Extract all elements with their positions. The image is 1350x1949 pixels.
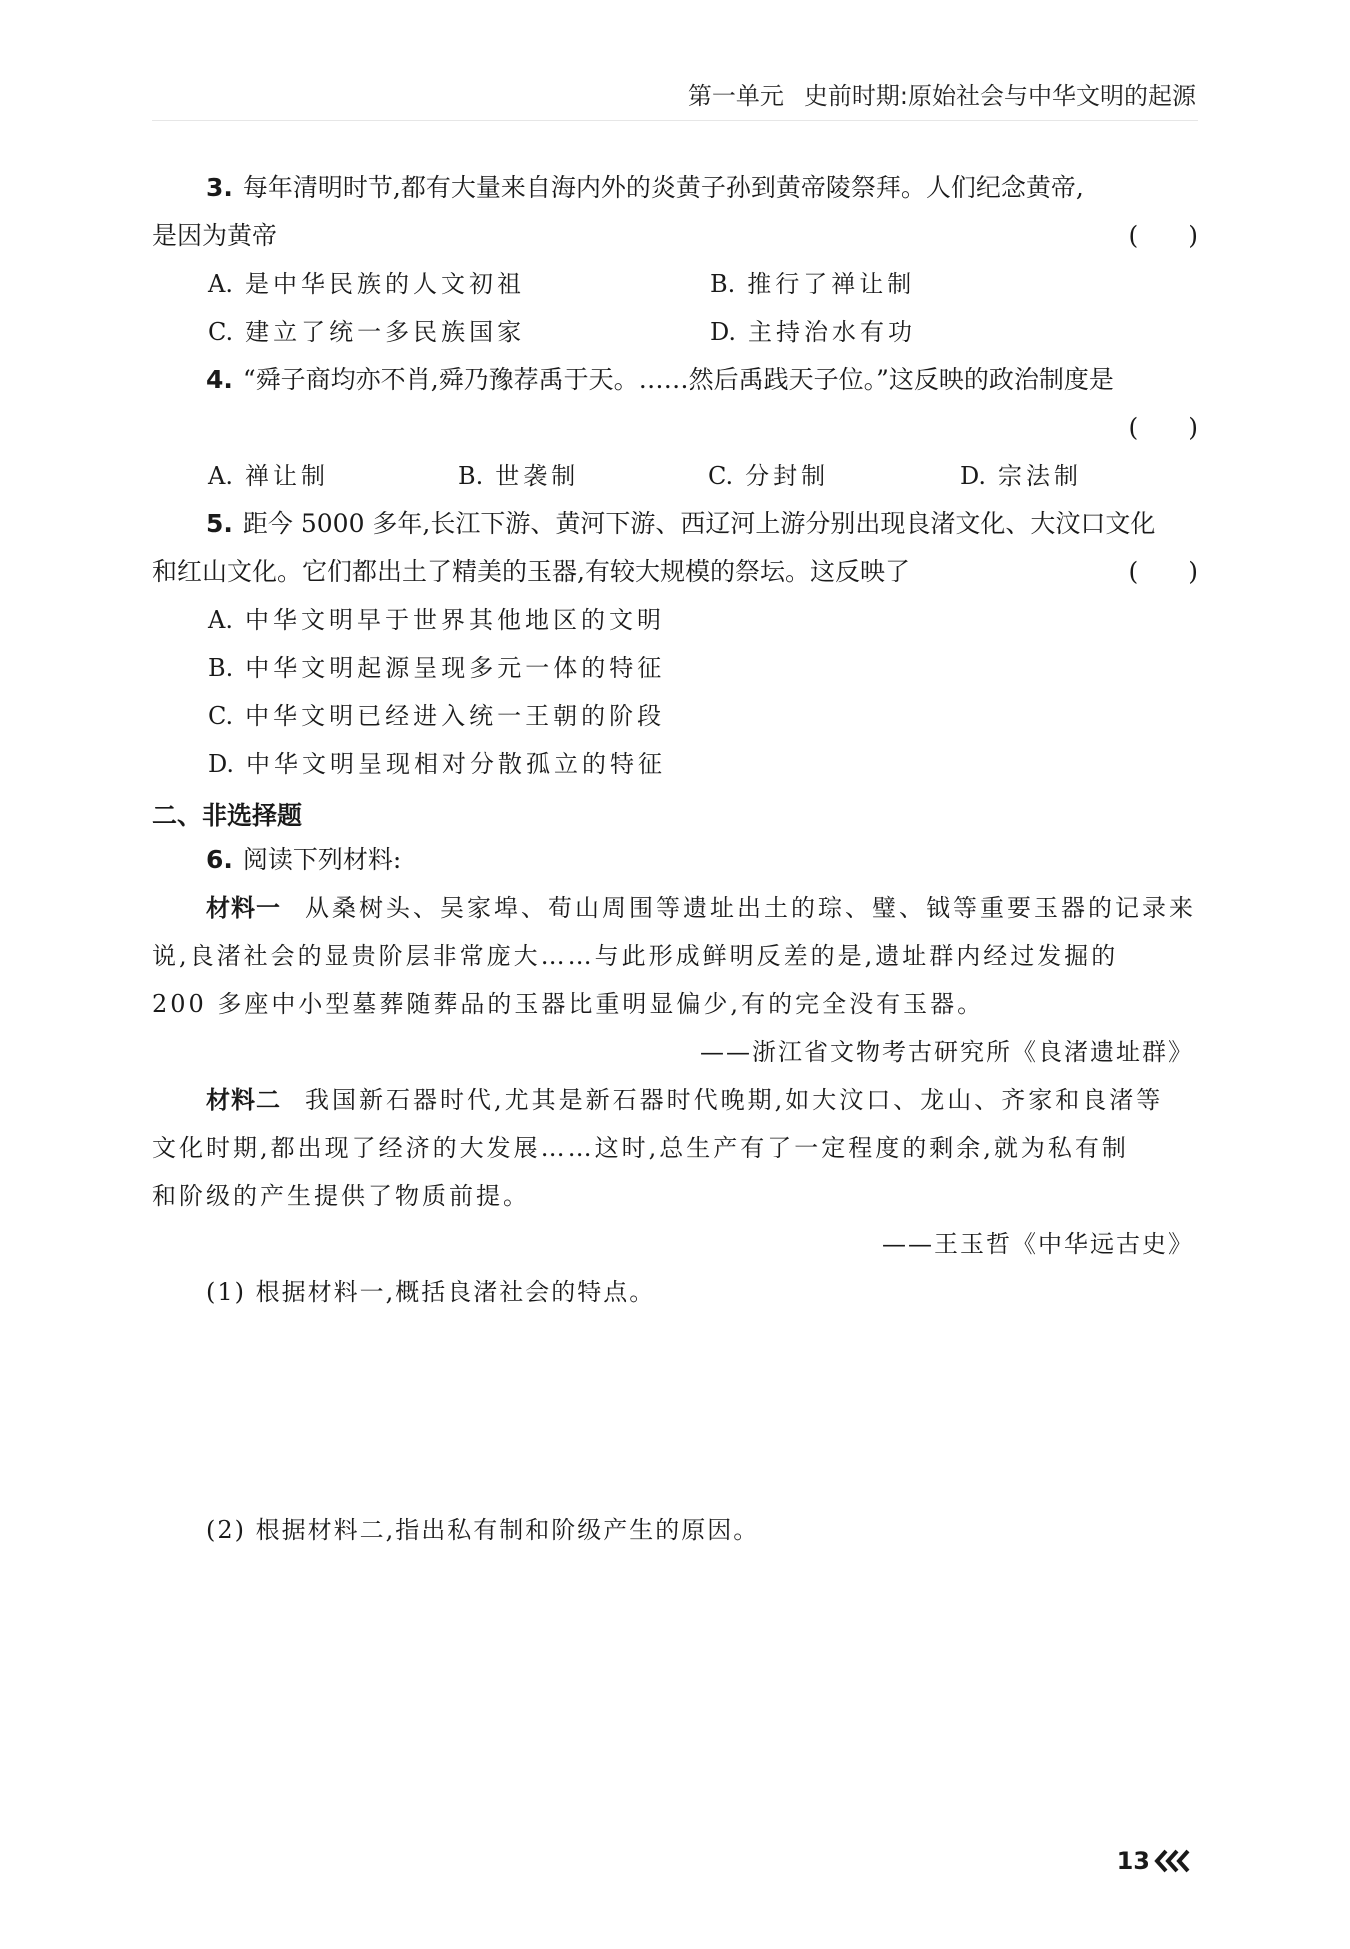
question-3-answer-bracket: ( ) bbox=[1128, 221, 1198, 250]
material-1-text: 从桑树头、吴家埠、荀山周围等遗址出土的琮、璧、钺等重要玉器的记录来 bbox=[305, 894, 1196, 922]
question-3-option-c bbox=[208, 316, 525, 348]
option-text: 推行了禅让制 bbox=[747, 270, 916, 298]
option-letter: D. bbox=[710, 318, 737, 346]
question-5-answer-bracket: ( ) bbox=[1128, 557, 1198, 586]
option-text: 世袭制 bbox=[495, 462, 580, 490]
material-2-line3: 和阶级的产生提供了物质前提。 bbox=[152, 1182, 530, 1210]
option-text: 中华文明起源呈现多元一体的特征 bbox=[245, 654, 666, 682]
question-5-option-d bbox=[208, 748, 666, 780]
question-4-number: 4. bbox=[206, 365, 233, 394]
material-2-source: ——王玉哲《中华远古史》 bbox=[882, 1230, 1194, 1258]
question-5-line2: 和红山文化。它们都出土了精美的玉器,有较大规模的祭坛。这反映了 bbox=[152, 557, 910, 586]
option-letter: A. bbox=[208, 606, 233, 634]
question-3-text: 每年清明时节,都有大量来自海内外的炎黄子孙到黄帝陵祭拜。人们纪念黄帝, bbox=[242, 173, 1084, 202]
material-1-line3: 200 多座中小型墓葬随葬品的玉器比重明显偏少,有的完全没有玉器。 bbox=[152, 990, 985, 1018]
question-4-option-a bbox=[208, 460, 329, 492]
section-heading: 二、非选择题 bbox=[152, 801, 303, 830]
question-4-answer-bracket: ( ) bbox=[1128, 413, 1198, 442]
question-4-line1 bbox=[206, 364, 1114, 396]
option-letter: B. bbox=[710, 270, 736, 298]
option-text: 分封制 bbox=[745, 462, 830, 490]
question-6-text: 阅读下列材料: bbox=[242, 845, 402, 874]
option-text: 是中华民族的人文初祖 bbox=[244, 270, 525, 298]
question-3-option-a bbox=[208, 268, 525, 300]
option-text: 中华文明呈现相对分散孤立的特征 bbox=[246, 750, 667, 778]
triple-chevron-left-icon bbox=[1154, 1849, 1194, 1873]
question-4-option-b bbox=[458, 460, 579, 492]
material-2-label: 材料二 bbox=[206, 1086, 281, 1114]
question-4-option-d bbox=[960, 460, 1082, 492]
question-6-number: 6. bbox=[206, 845, 233, 874]
page-number bbox=[1117, 1847, 1194, 1875]
option-letter: A. bbox=[208, 462, 233, 490]
option-text: 建立了统一多民族国家 bbox=[245, 318, 526, 346]
page-number-text: 13 bbox=[1116, 1847, 1150, 1875]
option-letter: C. bbox=[708, 462, 734, 490]
option-letter: B. bbox=[458, 462, 484, 490]
question-5-option-b bbox=[208, 652, 665, 684]
question-5-line1 bbox=[206, 508, 1155, 540]
question-5-option-c bbox=[208, 700, 665, 732]
header-unit: 第一单元 bbox=[687, 82, 784, 110]
question-5-text: 距今 5000 多年,长江下游、黄河下游、西辽河上游分别出现良渚文化、大汶口文化 bbox=[242, 509, 1156, 538]
material-2-line1 bbox=[206, 1084, 1163, 1116]
header-rule bbox=[152, 120, 1198, 121]
option-text: 宗法制 bbox=[998, 462, 1083, 490]
question-4-option-c bbox=[708, 460, 829, 492]
question-3-option-d bbox=[710, 316, 916, 348]
option-letter: C. bbox=[208, 702, 234, 730]
option-text: 中华文明早于世界其他地区的文明 bbox=[244, 606, 665, 634]
material-1-label: 材料一 bbox=[206, 894, 281, 922]
option-text: 禅让制 bbox=[244, 462, 329, 490]
sub-question-2: (2) 根据材料二,指出私有制和阶级产生的原因。 bbox=[206, 1516, 760, 1544]
question-6-intro bbox=[206, 844, 401, 876]
material-1-line1 bbox=[206, 892, 1196, 924]
question-3-option-b bbox=[710, 268, 915, 300]
option-letter: C. bbox=[208, 318, 234, 346]
material-2-text: 我国新石器时代,尤其是新石器时代晚期,如大汶口、龙山、齐家和良渚等 bbox=[305, 1086, 1164, 1114]
option-letter: D. bbox=[960, 462, 987, 490]
question-5-number: 5. bbox=[206, 509, 233, 538]
sub-question-1: (1) 根据材料一,概括良渚社会的特点。 bbox=[206, 1278, 656, 1306]
question-3-number: 3. bbox=[206, 173, 233, 202]
material-2-line2: 文化时期,都出现了经济的大发展……这时,总生产有了一定程度的剩余,就为私有制 bbox=[152, 1134, 1129, 1162]
question-3-line1 bbox=[206, 172, 1084, 204]
option-letter: D. bbox=[208, 750, 235, 778]
question-4-text: “舜子商均亦不肖,舜乃豫荐禹于天。……然后禹践天子位。”这反映的政治制度是 bbox=[242, 365, 1114, 394]
option-text: 中华文明已经进入统一王朝的阶段 bbox=[245, 702, 666, 730]
question-3-line2: 是因为黄帝 bbox=[152, 221, 278, 250]
header-title: 史前时期:原始社会与中华文明的起源 bbox=[803, 82, 1196, 110]
option-letter: A. bbox=[208, 270, 233, 298]
option-text: 主持治水有功 bbox=[748, 318, 917, 346]
running-header bbox=[688, 76, 1196, 111]
option-letter: B. bbox=[208, 654, 234, 682]
material-1-line2: 说,良渚社会的显贵阶层非常庞大……与此形成鲜明反差的是,遗址群内经过发掘的 bbox=[152, 942, 1119, 970]
material-1-source: ——浙江省文物考古研究所《良渚遗址群》 bbox=[700, 1038, 1194, 1066]
question-5-option-a bbox=[208, 604, 665, 636]
